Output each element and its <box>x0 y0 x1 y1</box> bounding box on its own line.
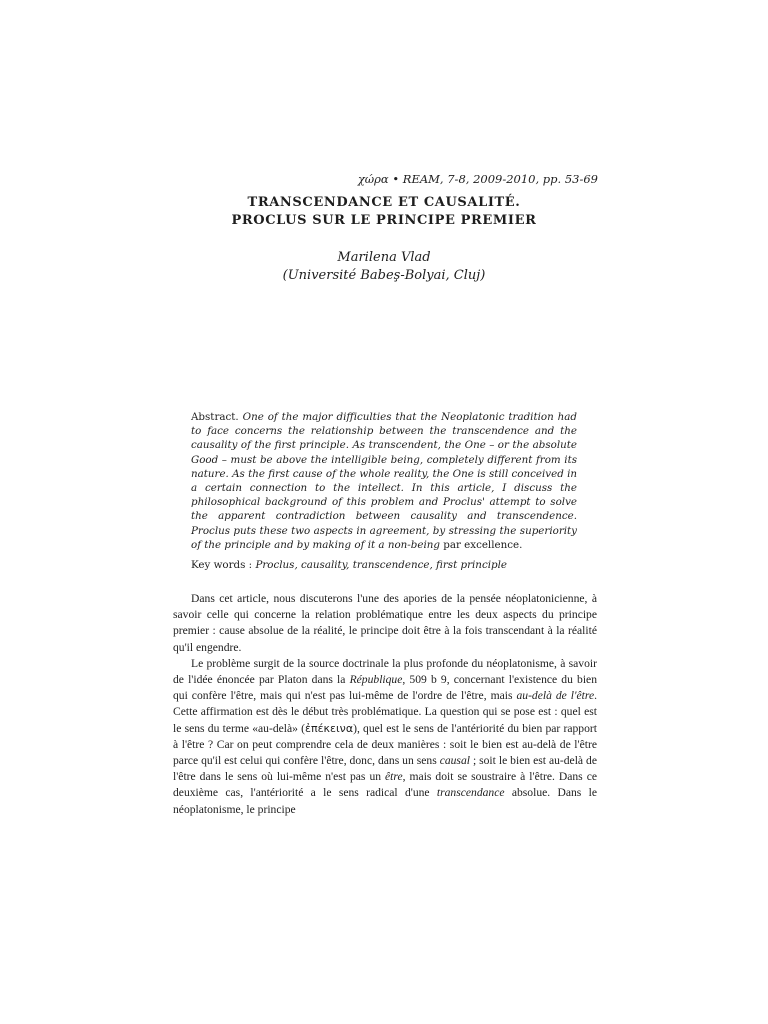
title-line-1: TRANSCENDANCE ET CAUSALITÉ. <box>247 195 521 210</box>
paragraph-1: Dans cet article, nous discuterons l'une des apories de la pensée néoplatonicienne, à savoir celle qui concerne la relation problématique entre les deux aspects du principe premier : cause absolue de la réalité, le principe doit être à la fois transcendant à la réalité qu'il engendre. <box>173 592 597 654</box>
p2-text-d: ), quel est le sens de l'antériorité du bien par rapport à l'être ? Car on peut comprendre cela de deux manières : soit le bien est au-delà de l'être parce qu'il est celui qui confère l'être, donc, dans un sens <box>173 721 597 768</box>
p2-greek-term: ἐπέκεινα <box>305 721 354 735</box>
abstract-label: Abstract. <box>191 411 239 423</box>
author-block <box>0 249 768 285</box>
p2-etre: être <box>385 770 403 784</box>
keywords <box>191 558 577 572</box>
body-text <box>173 591 597 818</box>
p2-text-a: Le problème surgit de la source doctrinale la plus profonde du néoplatonisme, à savoir de l'idée énoncée par Platon dans la <box>173 656 597 687</box>
author-affiliation: (Université Babeş-Bolyai, Cluj) <box>282 268 486 283</box>
p2-text-g: absolue. Dans le néoplatonisme, le principe <box>173 786 597 816</box>
article-title <box>0 194 768 230</box>
p2-text-b: , 509 b 9, concernant l'existence du bien qui confère l'être, mais qui n'est pas lui-même de l'ordre de l'être, mais <box>173 673 597 703</box>
keywords-label: Key words : <box>191 559 256 571</box>
paragraph-2 <box>173 656 597 818</box>
p2-au-dela: au-delà de l'être <box>516 689 595 703</box>
p2-text-f: , mais doit se soustraire à l'être. Dans ce deuxième cas, l'antériorité a le sens radical d'une <box>173 770 597 800</box>
keywords-text: Proclus, causality, transcendence, first principle <box>255 559 507 571</box>
author-name: Marilena Vlad <box>337 250 431 265</box>
p2-transcendance: transcendance <box>436 786 505 800</box>
p2-text-e: ; soit le bien est au-delà de l'être dans le sens où lui-même n'est pas un <box>173 754 597 784</box>
title-line-2: PROCLUS SUR LE PRINCIPE PREMIER <box>231 213 537 228</box>
abstract-text: One of the major difficulties that the Neoplatonic tradition had to face concerns the relationship between the transcendence and the causality of the first principle. As transcendent, the One – or the absolute Good – must be above the intelligible being, completely different from its nature. As the first cause of the whole reality, the One is still conceived in a certain connection to the intellect. In this article, I discuss the philosophical background of this problem and Proclus' attempt to solve the apparent contradiction between causality and transcendence. Proclus puts these two aspects in agreement, by stressing the superiority of the principle and by making of it a non-being <box>191 411 577 551</box>
p2-causal: causal <box>439 754 470 768</box>
p2-republique: République <box>349 673 403 687</box>
journal-reference: χώρα • REAM, 7-8, 2009-2010, pp. 53-69 <box>357 172 598 186</box>
p2-text-c: . Cette affirmation est dès le début très problématique. La question qui se pose est : quel est le sens du terme «au-delà» ( <box>173 689 597 735</box>
abstract <box>191 410 577 552</box>
abstract-tail: par excellence. <box>439 538 523 551</box>
